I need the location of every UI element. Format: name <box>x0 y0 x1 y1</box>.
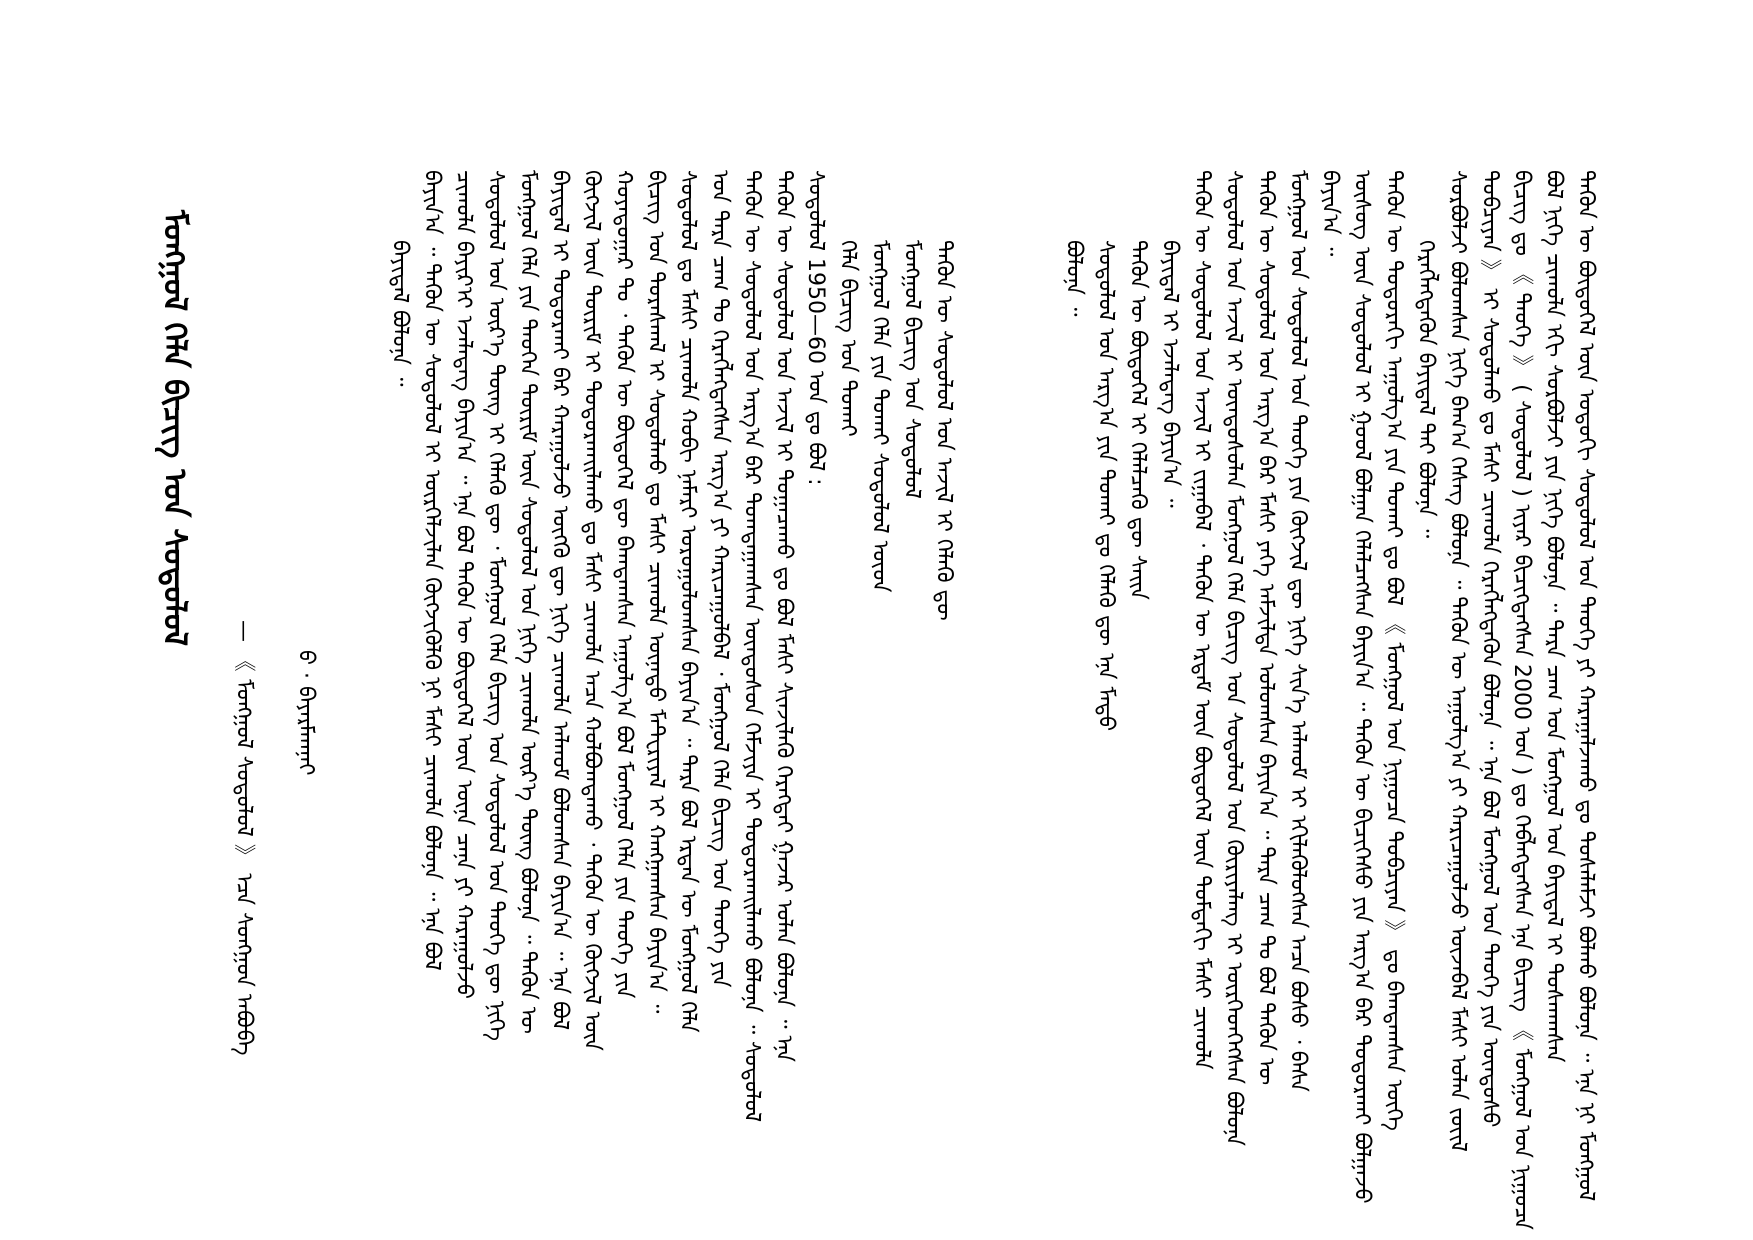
text-column-10: ᠮᠣᠩᠭᠣᠯ ᠤᠨ ᠰᠤᠳᠤᠯᠤᠯ ᠤᠨ ᠲᠡᠦᠬᠡ ᠶᠢᠨ ᠬᠦᠭᠵᠢᠯ ᠳᠦ ᠨᠢᠭᠡ ᠰᠢᠨ᠎ᠡ ᠠᠯᠬᠤᠮ ᠢ ᠡᠬᠢᠯᠡᠭᠦᠯᠦᠭᠰᠡᠨ ᠠᠴᠠ ᠪᠤᠰᠤ ᠂ ᠪᠠᠰᠠ <box>1285 170 1310 1092</box>
text-column-23: ᠲᠡᠭᠦᠨ ᠦ ᠰᠤᠳᠤᠯᠤᠯ ᠤᠨ ᠠᠵᠢᠯ ᠢ ᠲᠣᠭᠠᠴᠠᠬᠤ ᠳᠤ ᠪᠣᠯ ᠮᠠᠰᠢ ᠰᠢᠨᠵᠢᠯᠡᠬᠦ ᠬᠡᠷᠡᠭᠲᠡᠢ ᠭᠠᠵᠠᠷ ᠣᠯᠠᠨ ᠪᠣᠯᠤᠨᠠ ᠃ ᠡᠨᠡ <box>771 170 796 1063</box>
text-column-28: ᠬᠣᠶᠠᠳᠤᠭᠠᠷ ᠲᠤ ᠂ ᠲᠡᠭᠦᠨ ᠦ ᠪᠦᠲᠦᠭᠡᠯ ᠳᠦ ᠪᠠᠭᠲᠠᠭᠰᠠᠨ ᠠᠭᠤᠯᠭ᠎ᠠ ᠪᠣᠯ ᠮᠣᠩᠭᠣᠯ ᠬᠡᠯᠡ ᠶᠢᠨ ᠲᠡᠦᠬᠡ ᠶᠢᠨ <box>611 170 636 999</box>
text-column-13: ᠲᠡᠭᠦᠨ ᠦ ᠰᠤᠳᠤᠯᠤᠯ ᠤᠨ ᠠᠵᠢᠯ ᠢ ᠵᠢᠭᠠᠪᠠᠯ ᠂ ᠲᠡᠭᠦᠨ ᠦ ᠡᠷᠳᠡᠮ ᠦᠨ ᠪᠦᠲᠦᠭᠡᠯ ᠦᠨ ᠳᠤᠮᠳᠠᠬᠢ ᠮᠠᠰᠢ ᠴᠢᠬᠤᠯᠠ <box>1189 170 1214 1070</box>
text-column-34: ᠪᠠᠶᠢᠨ᠎ᠠ ᠃ ᠲᠡᠭᠦᠨ ᠦ ᠰᠤᠳᠤᠯᠤᠯ ᠢ ᠦᠷᠭᠡᠯᠵᠢᠯᠡᠨ ᠬᠦᠭᠵᠢᠭᠦᠯᠬᠦ ᠨᠢ ᠮᠠᠰᠢ ᠴᠢᠬᠤᠯᠠ ᠪᠣᠯᠤᠨᠠ ᠃ ᠡᠨᠡ ᠪᠣᠯ <box>419 170 444 971</box>
text-column-19: ᠮᠣᠩᠭᠣᠯ ᠪᠢᠴᠢᠭ ᠤᠨ ᠰᠤᠳᠤᠯᠤᠯ <box>899 240 924 499</box>
text-column-29: ᠬᠦᠭᠵᠢᠯ ᠦᠨ ᠳᠦᠷᠢᠮ ᠢ ᠲᠣᠳᠤᠷᠬᠠᠢᠯᠠᠬᠤ ᠳᠤ ᠮᠠᠰᠢ ᠴᠢᠬᠤᠯᠠ ᠠᠴᠠ ᠬᠣᠯᠪᠣᠭᠳᠠᠬᠤ ᠂ ᠲᠡᠭᠦᠨ ᠦ ᠬᠦᠭᠵᠢᠯ ᠦᠨ <box>579 170 604 1051</box>
page-title: ᠮᠣᠩᠭᠣᠯ ᠬᠡᠯᠡ ᠪᠢᠴᠢᠭ ᠤᠨ ᠰᠤᠳᠤᠯᠤᠯ <box>156 210 194 647</box>
text-column-7: ᠲᠡᠭᠦᠨ ᠦ ᠳᠣᠲᠣᠷᠠᠬᠢ ᠠᠭᠤᠯᠭ᠎ᠠ ᠶᠢᠨ ᠲᠤᠬᠠᠢ ᠳᠤ ᠪᠣᠯ 《 ᠮᠣᠩᠭᠣᠯ ᠤᠨ ᠨᠢᠭᠤᠴᠠ ᠲᠣᠪᠴᠢᠶᠠᠨ 》 ᠳᠤ ᠪᠠᠭᠲᠠᠭᠰᠠᠨ ᠦᠭᠡ <box>1381 170 1406 1131</box>
text-column-20: ᠮᠣᠩᠭᠣᠯ ᠬᠡᠯᠡ ᠶᠢᠨ ᠲᠤᠬᠠᠢ ᠰᠤᠳᠤᠯᠤᠯ ᠦᠳ <box>867 240 892 593</box>
text-column-21: ᠬᠡᠯᠡ ᠪᠢᠴᠢᠭ ᠤᠨ ᠲᠤᠬᠠᠢ <box>835 240 860 437</box>
text-column-31: ᠮᠣᠩᠭᠣᠯ ᠬᠡᠯᠡ ᠶᠢᠨ ᠲᠡᠦᠬᠡᠨ ᠳᠦᠷᠢᠮ ᠦᠨ ᠰᠤᠳᠤᠯᠤᠯ ᠤᠨ ᠨᠢᠭᠡ ᠴᠢᠬᠤᠯᠠ ᠦᠷ᠎ᠡ ᠳᠦᠩ ᠪᠣᠯᠤᠨᠠ ᠃ ᠲᠡᠭᠦᠨ ᠦ <box>515 170 540 1034</box>
text-column-32: ᠰᠤᠳᠤᠯᠤᠯ ᠤᠨ ᠦᠷ᠎ᠡ ᠳᠦᠩ ᠢ ᠬᠡᠯᠡᠬᠦ ᠳᠦ ᠂ ᠮᠣᠩᠭᠣᠯ ᠬᠡᠯᠡ ᠪᠢᠴᠢᠭ ᠤᠨ ᠰᠤᠳᠤᠯᠤᠯ ᠤᠨ ᠲᠡᠦᠬᠡ ᠳᠦ ᠨᠢᠭᠡ <box>483 170 508 1041</box>
text-column-1: ᠲᠡᠭᠦᠨ ᠦ ᠪᠦᠲᠦᠭᠡᠯ ᠦᠨ ᠣᠳᠣᠬᠢ ᠰᠤᠳᠤᠯᠤᠯ ᠤᠨ ᠲᠡᠦᠬᠡ ᠶᠢ ᠬᠠᠷᠠᠭᠠᠯᠵᠠᠬᠣ ᠳᠤ ᠲᠤᠰᠠᠯᠠᠮᠵᠢ ᠪᠣᠯᠬᠤ ᠪᠣᠯᠤᠨᠠ ᠃ ᠡᠨᠡ ᠨᠢ ᠮᠣᠩᠭᠣᠯ <box>1573 170 1598 1202</box>
text-column-12: ᠰᠤᠳᠤᠯᠤᠯ ᠤᠨ ᠠᠵᠢᠯ ᠢ ᠦᠨᠳᠦᠰᠦᠯᠡᠨ ᠮᠣᠩᠭᠣᠯ ᠬᠡᠯᠡ ᠪᠢᠴᠢᠭ ᠤᠨ ᠰᠤᠳᠤᠯᠤᠯ ᠤᠨ ᠬᠦᠷᠢᠶᠡᠯᠡᠩ ᠢ ᠦᠷᠭᠡᠳᠬᠡᠭᠰᠡᠨ ᠪᠣᠯᠤᠨᠠ <box>1221 170 1246 1147</box>
text-column-14: ᠪᠠᠶᠢᠳᠠᠯ ᠢ ᠡᠵᠡᠯᠡᠳᠡᠭ ᠪᠠᠶᠢᠨ᠎ᠠ ᠃ <box>1157 240 1182 508</box>
text-column-9: ᠪᠠᠶᠢᠨ᠎ᠠ ᠃ <box>1317 170 1342 257</box>
text-column-6: ᠬᠡᠷᠡᠭᠯᠡᠭᠳᠡᠬᠦᠨ ᠪᠠᠶᠢᠳᠠᠯ ᠲᠠᠢ ᠪᠣᠯᠤᠨᠠ ᠃ <box>1413 240 1438 539</box>
text-column-18: ᠲᠡᠭᠦᠨ ᠦ ᠰᠤᠳᠤᠯᠤᠯ ᠤᠨ ᠠᠵᠢᠯ ᠢ ᠬᠡᠯᠡᠬᠦ ᠳᠦ <box>931 240 956 621</box>
source-attribution: ᠪ · ᠪᠠᠶᠠᠷᠮᠠᠭᠨᠠᠢ <box>293 650 318 776</box>
text-column-17: ᠪᠣᠯᠤᠨᠠ ᠃ <box>1061 240 1086 317</box>
text-column-11: ᠲᠡᠭᠦᠨ ᠦ ᠰᠤᠳᠤᠯᠤᠯ ᠤᠨ ᠠᠷᠭ᠎ᠠ ᠪᠠᠷ ᠮᠠᠰᠢ ᠶᠡᠬᠡ ᠠᠮᠵᠢᠯᠲᠠ ᠣᠯᠤᠭᠰᠠᠨ ᠪᠠᠶᠢᠨ᠎ᠠ ᠃ ᠲᠡᠷᠡ ᠴᠠᠭ ᠲᠤ ᠪᠣᠯ ᠲᠡᠭᠦᠨ ᠦ <box>1253 170 1278 1086</box>
text-column-4: ᠲᠣᠪᠴᠢᠶᠠᠨ 》 ᠢ ᠰᠤᠳᠤᠯᠬᠤ ᠳᠤ ᠮᠠᠰᠢ ᠴᠢᠬᠤᠯᠠ ᠬᠡᠷᠡᠭᠯᠡᠭᠳᠡᠬᠦᠨ ᠪᠣᠯᠤᠨᠠ ᠃ ᠡᠨᠡ ᠪᠣᠯ ᠮᠣᠩᠭᠣᠯ ᠤᠨ ᠲᠡᠦᠬᠡ ᠶᠢᠨ ᠦᠨᠳᠦᠰᠦ <box>1477 170 1502 1128</box>
text-column-24: ᠲᠡᠭᠦᠨ ᠦ ᠰᠤᠳᠤᠯᠤᠯ ᠤᠨ ᠠᠷᠭ᠎ᠠ ᠪᠠᠷ ᠲᠣᠭᠲᠠᠭᠠᠭᠰᠠᠨ ᠦᠨᠳᠦᠰᠦᠨ ᠬᠡᠮᠵᠢᠶᠡ ᠢ ᠲᠣᠳᠤᠷᠬᠠᠢᠯᠠᠬᠤ ᠪᠣᠯᠤᠨᠠ ᠃ ᠰᠤᠳᠤᠯᠤᠯ <box>739 170 764 1122</box>
source-line: — 《 ᠮᠣᠩᠭᠣᠯ ᠰᠤᠳᠤᠯᠤᠯ 》 ᠡᠴᠡ ᠰᠣᠩᠭᠣᠨ ᠠᠪᠤᠪᠠ <box>231 620 256 1056</box>
text-column-2: ᠪᠣᠯ ᠨᠢᠭᠡ ᠴᠢᠬᠤᠯᠠ ᠡᠬᠢ ᠰᠤᠷᠪᠤᠯᠵᠢ ᠶᠢᠨ ᠨᠢᠭᠡ ᠪᠣᠯᠤᠨᠠ ᠃ ᠲᠡᠷᠡ ᠴᠠᠭ ᠤᠨ ᠮᠣᠩᠭᠣᠯ ᠤᠨ ᠪᠠᠶᠢᠳᠠᠯ ᠢ ᠲᠤᠰᠬᠠᠭᠰᠠᠨ <box>1541 170 1566 1063</box>
text-column-16: ᠰᠤᠳᠤᠯᠤᠯ ᠤᠨ ᠠᠷᠭ᠎ᠠ ᠶᠢᠨ ᠲᠤᠬᠠᠢ ᠳᠤ ᠬᠡᠯᠡᠬᠦ ᠳᠦ ᠡᠨᠡ ᠮᠡᠲᠦ <box>1093 240 1118 732</box>
text-column-3: ᠪᠢᠴᠢᠭ ᠳᠤ 《 ᠲᠡᠦᠬᠡ 》 ( ᠰᠤᠳᠤᠯᠤᠯ ) ᠢᠶᠡᠷ ᠪᠢᠴᠢᠭᠳᠡᠭᠰᠡᠨ 2000 ᠣᠨ ) ᠳᠤ ᠬᠡᠪᠯᠡᠭᠳᠡᠭᠰᠡᠨ ᠡᠨᠡ ᠪᠢᠴᠢᠭ 《 ᠮᠣᠩᠭᠣᠯ ᠤᠨ ᠨᠢᠭᠤᠴᠠ <box>1509 170 1534 1230</box>
text-column-27: ᠪᠢᠴᠢᠭ ᠤᠨ ᠳᠤᠷᠠᠰᠬᠠᠯ ᠢ ᠰᠤᠳᠤᠯᠬᠤ ᠳᠤ ᠮᠠᠰᠢ ᠴᠢᠬᠤᠯᠠ ᠦᠨᠡᠲᠦ ᠮᠠᠲ᠋ᠧᠷᠢᠶᠠᠯ ᠢ ᠬᠠᠩᠭᠠᠭᠰᠠᠨ ᠪᠠᠶᠢᠨ᠎ᠠ ᠃ <box>643 170 668 1014</box>
text-column-30: ᠪᠠᠶᠢᠳᠠᠯ ᠢ ᠲᠣᠳᠤᠷᠬᠠᠢ ᠪᠠᠷ ᠬᠠᠷᠠᠭᠤᠯᠵᠤ ᠦᠭᠬᠦ ᠳᠦ ᠨᠢᠭᠡ ᠴᠢᠬᠤᠯᠠ ᠠᠯᠬᠤᠮ ᠪᠣᠯᠤᠭᠰᠠᠨ ᠪᠠᠶᠢᠨ᠎ᠠ ᠃ ᠡᠨᠡ ᠪᠣᠯ <box>547 170 572 1031</box>
text-column-25: ᠤᠨ ᠲᠡᠷᠡ ᠴᠠᠭ ᠲᠤ ᠬᠡᠷᠡᠭᠯᠡᠭᠳᠡᠭᠰᠡᠨ ᠠᠷᠭ᠎ᠠ ᠶᠢ ᠬᠠᠷᠢᠴᠠᠭᠤᠯᠪᠠᠯ ᠂ ᠮᠣᠩᠭᠣᠯ ᠬᠡᠯᠡ ᠪᠢᠴᠢᠭ ᠤᠨ ᠲᠡᠦᠬᠡ ᠶᠢᠨ <box>707 170 732 988</box>
text-column-26: ᠰᠤᠳᠤᠯᠤᠯ ᠳᠤ ᠮᠠᠰᠢ ᠴᠢᠬᠤᠯᠠ ᠬᠣᠪᠢ ᠨᠡᠮᠡᠷᠢ ᠣᠷᠤᠭᠤᠯᠤᠭᠰᠠᠨ ᠪᠠᠶᠢᠨ᠎ᠠ ᠃ ᠲᠡᠷᠡ ᠪᠣᠯ ᠡᠷᠲᠡᠨ ᠦ ᠮᠣᠩᠭᠣᠯ ᠬᠡᠯᠡ <box>675 170 700 1033</box>
text-column-5: ᠰᠤᠷᠪᠤᠯᠵᠢ ᠪᠣᠯᠤᠭᠰᠠᠨ ᠨᠢᠭᠡ ᠪᠠᠭ᠎ᠠ ᠬᠡᠰᠡᠭ ᠪᠣᠯᠤᠨᠠ ᠃ ᠲᠡᠭᠦᠨ ᠦ ᠠᠭᠤᠯᠭ᠎ᠠ ᠶᠢ ᠬᠠᠷᠢᠴᠠᠭᠤᠯᠵᠤ ᠦᠵᠡᠪᠡᠯ ᠮᠠᠰᠢ ᠣᠯᠠᠨ ᠵᠦᠢᠯ <box>1445 170 1470 1152</box>
text-column-35: ᠪᠠᠶᠢᠳᠠᠯ ᠪᠣᠯᠤᠨᠠ ᠃ <box>387 240 412 387</box>
text-column-33: ᠴᠢᠬᠤᠯᠠ ᠪᠠᠶᠢᠷ᠎ᠢ ᠡᠵᠡᠯᠡᠳᠡᠭ ᠪᠠᠶᠢᠨ᠎ᠠ ᠃ ᠡᠨᠡ ᠪᠣᠯ ᠲᠡᠭᠦᠨ ᠦ ᠪᠦᠲᠦᠭᠡᠯ ᠦᠨ ᠦᠨᠡ ᠴᠡᠨᠡ ᠶᠢ ᠬᠠᠷᠠᠭᠤᠯᠵᠤ <box>451 170 476 999</box>
text-column-8: ᠦᠰᠦᠭ ᠦᠨ ᠰᠤᠳᠤᠯᠤᠯ ᠢ ᠭᠣᠣᠯ ᠪᠣᠯᠭᠠᠨ ᠬᠡᠯᠡᠯᠴᠡᠭᠰᠡᠨ ᠪᠠᠶᠢᠨ᠎ᠠ ᠃ ᠲᠡᠭᠦᠨ ᠦ ᠪᠢᠴᠢᠭᠡᠰᠦ ᠶᠢᠨ ᠠᠷᠭ᠎ᠠ ᠪᠠᠷ ᠲᠣᠳᠤᠷᠬᠠᠢ ᠪᠣᠯᠭᠠᠵᠤ <box>1349 170 1374 1204</box>
text-column-15: ᠲᠡᠭᠦᠨ ᠦ ᠪᠦᠲᠦᠭᠡᠯ ᠢ ᠬᠡᠯᠡᠯᠴᠡᠬᠦ ᠳᠦ ᠰᠠᠢᠨ <box>1125 240 1150 600</box>
text-column-22: ᠰᠤᠳᠤᠯᠤᠯ 1950—60 ᠣᠨ ᠳᠤ ᠪᠣᠯ : <box>803 170 828 486</box>
